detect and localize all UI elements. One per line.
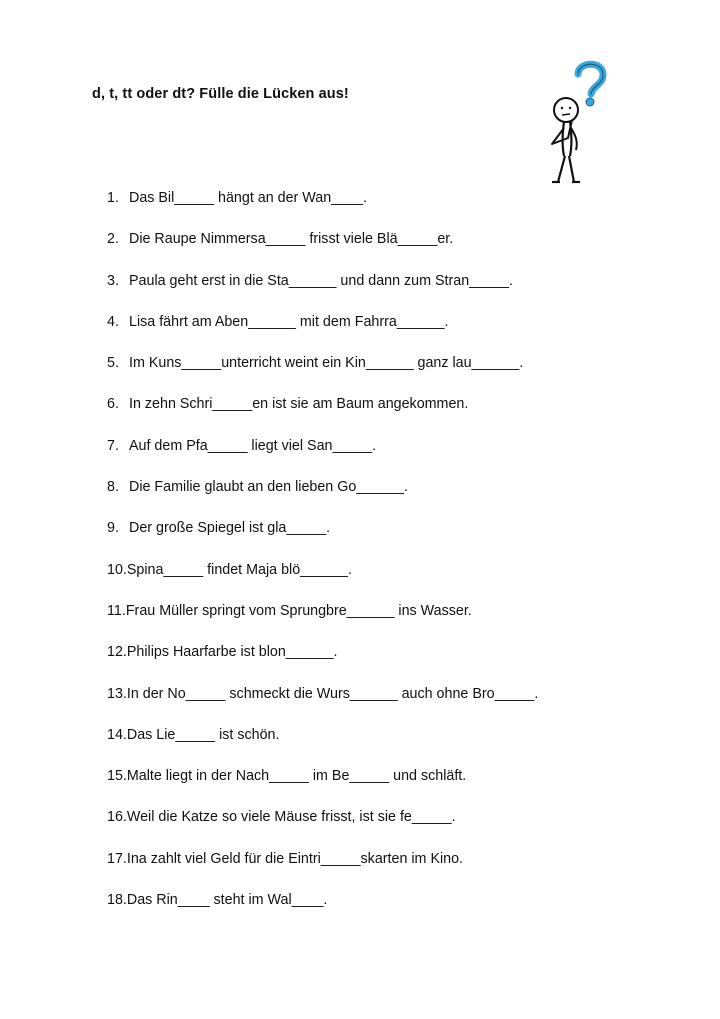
exercise-number: 18. <box>107 892 127 909</box>
exercise-sentence: In zehn Schri_____en ist sie am Baum angekommen. <box>129 396 469 413</box>
exercise-item <box>107 848 538 889</box>
exercise-number: 3. <box>107 272 119 289</box>
exercise-item <box>107 559 538 600</box>
exercise-sentence: Spina_____ findet Maja blö______. <box>126 561 352 578</box>
exercise-number: 15. <box>107 768 127 785</box>
exercise-number: 2. <box>107 231 119 248</box>
exercise-number: 4. <box>107 313 119 330</box>
exercise-number: 13. <box>107 685 127 702</box>
exercise-item <box>107 600 538 641</box>
exercise-sentence: Auf dem Pfa_____ liegt viel San_____. <box>129 437 377 454</box>
exercise-number: 12. <box>107 644 127 661</box>
exercise-sentence: Frau Müller springt vom Sprungbre______ ins Wasser. <box>125 602 472 619</box>
exercise-item <box>107 806 538 847</box>
exercise-item <box>107 270 538 311</box>
exercise-sentence: In der No_____ schmeckt die Wurs______ auch ohne Bro_____. <box>126 685 539 702</box>
exercise-sentence: Weil die Katze so viele Mäuse frisst, ist sie fe_____. <box>126 809 456 826</box>
exercise-item <box>107 889 538 930</box>
exercise-item <box>107 517 538 558</box>
worksheet-title: d, t, tt oder dt? Fülle die Lücken aus! <box>92 86 349 102</box>
exercise-sentence: Das Bil_____ hängt an der Wan____. <box>129 190 367 206</box>
exercise-item <box>107 228 538 269</box>
exercise-item <box>107 352 538 393</box>
exercise-number: 1. <box>107 190 119 206</box>
exercise-item <box>107 187 538 228</box>
exercise-sentence: Der große Spiegel ist gla_____. <box>129 520 331 537</box>
exercise-list <box>107 187 538 930</box>
thinking-person-question-mark-icon <box>540 58 620 186</box>
exercise-item <box>107 765 538 806</box>
exercise-number: 16. <box>107 809 127 826</box>
exercise-item <box>107 435 538 476</box>
exercise-sentence: Das Rin____ steht im Wal____. <box>126 892 328 909</box>
exercise-sentence: Im Kuns_____unterricht weint ein Kin______ ganz lau______. <box>129 355 524 372</box>
exercise-sentence: Ina zahlt viel Geld für die Eintri_____skarten im Kino. <box>126 850 464 867</box>
exercise-item <box>107 641 538 682</box>
exercise-sentence: Lisa fährt am Aben______ mit dem Fahrra______. <box>129 313 449 330</box>
exercise-sentence: Philips Haarfarbe ist blon______. <box>126 644 338 661</box>
exercise-item <box>107 311 538 352</box>
exercise-item <box>107 683 538 724</box>
exercise-number: 14. <box>107 726 127 743</box>
exercise-number: 11. <box>107 602 126 619</box>
exercise-item <box>107 476 538 517</box>
exercise-number: 6. <box>107 396 119 413</box>
exercise-number: 9. <box>107 520 119 537</box>
exercise-number: 7. <box>107 437 119 454</box>
exercise-sentence: Das Lie_____ ist schön. <box>126 726 280 743</box>
exercise-number: 5. <box>107 355 119 372</box>
exercise-sentence: Paula geht erst in die Sta______ und dann zum Stran_____. <box>129 272 513 289</box>
exercise-number: 10. <box>107 561 127 578</box>
exercise-number: 17. <box>107 850 127 867</box>
exercise-sentence: Die Raupe Nimmersa_____ frisst viele Blä_____er. <box>129 231 454 248</box>
exercise-sentence: Die Familie glaubt an den lieben Go______. <box>129 479 408 496</box>
exercise-item <box>107 393 538 434</box>
exercise-item <box>107 724 538 765</box>
exercise-sentence: Malte liegt in der Nach_____ im Be_____ und schläft. <box>126 768 467 785</box>
exercise-number: 8. <box>107 479 119 496</box>
